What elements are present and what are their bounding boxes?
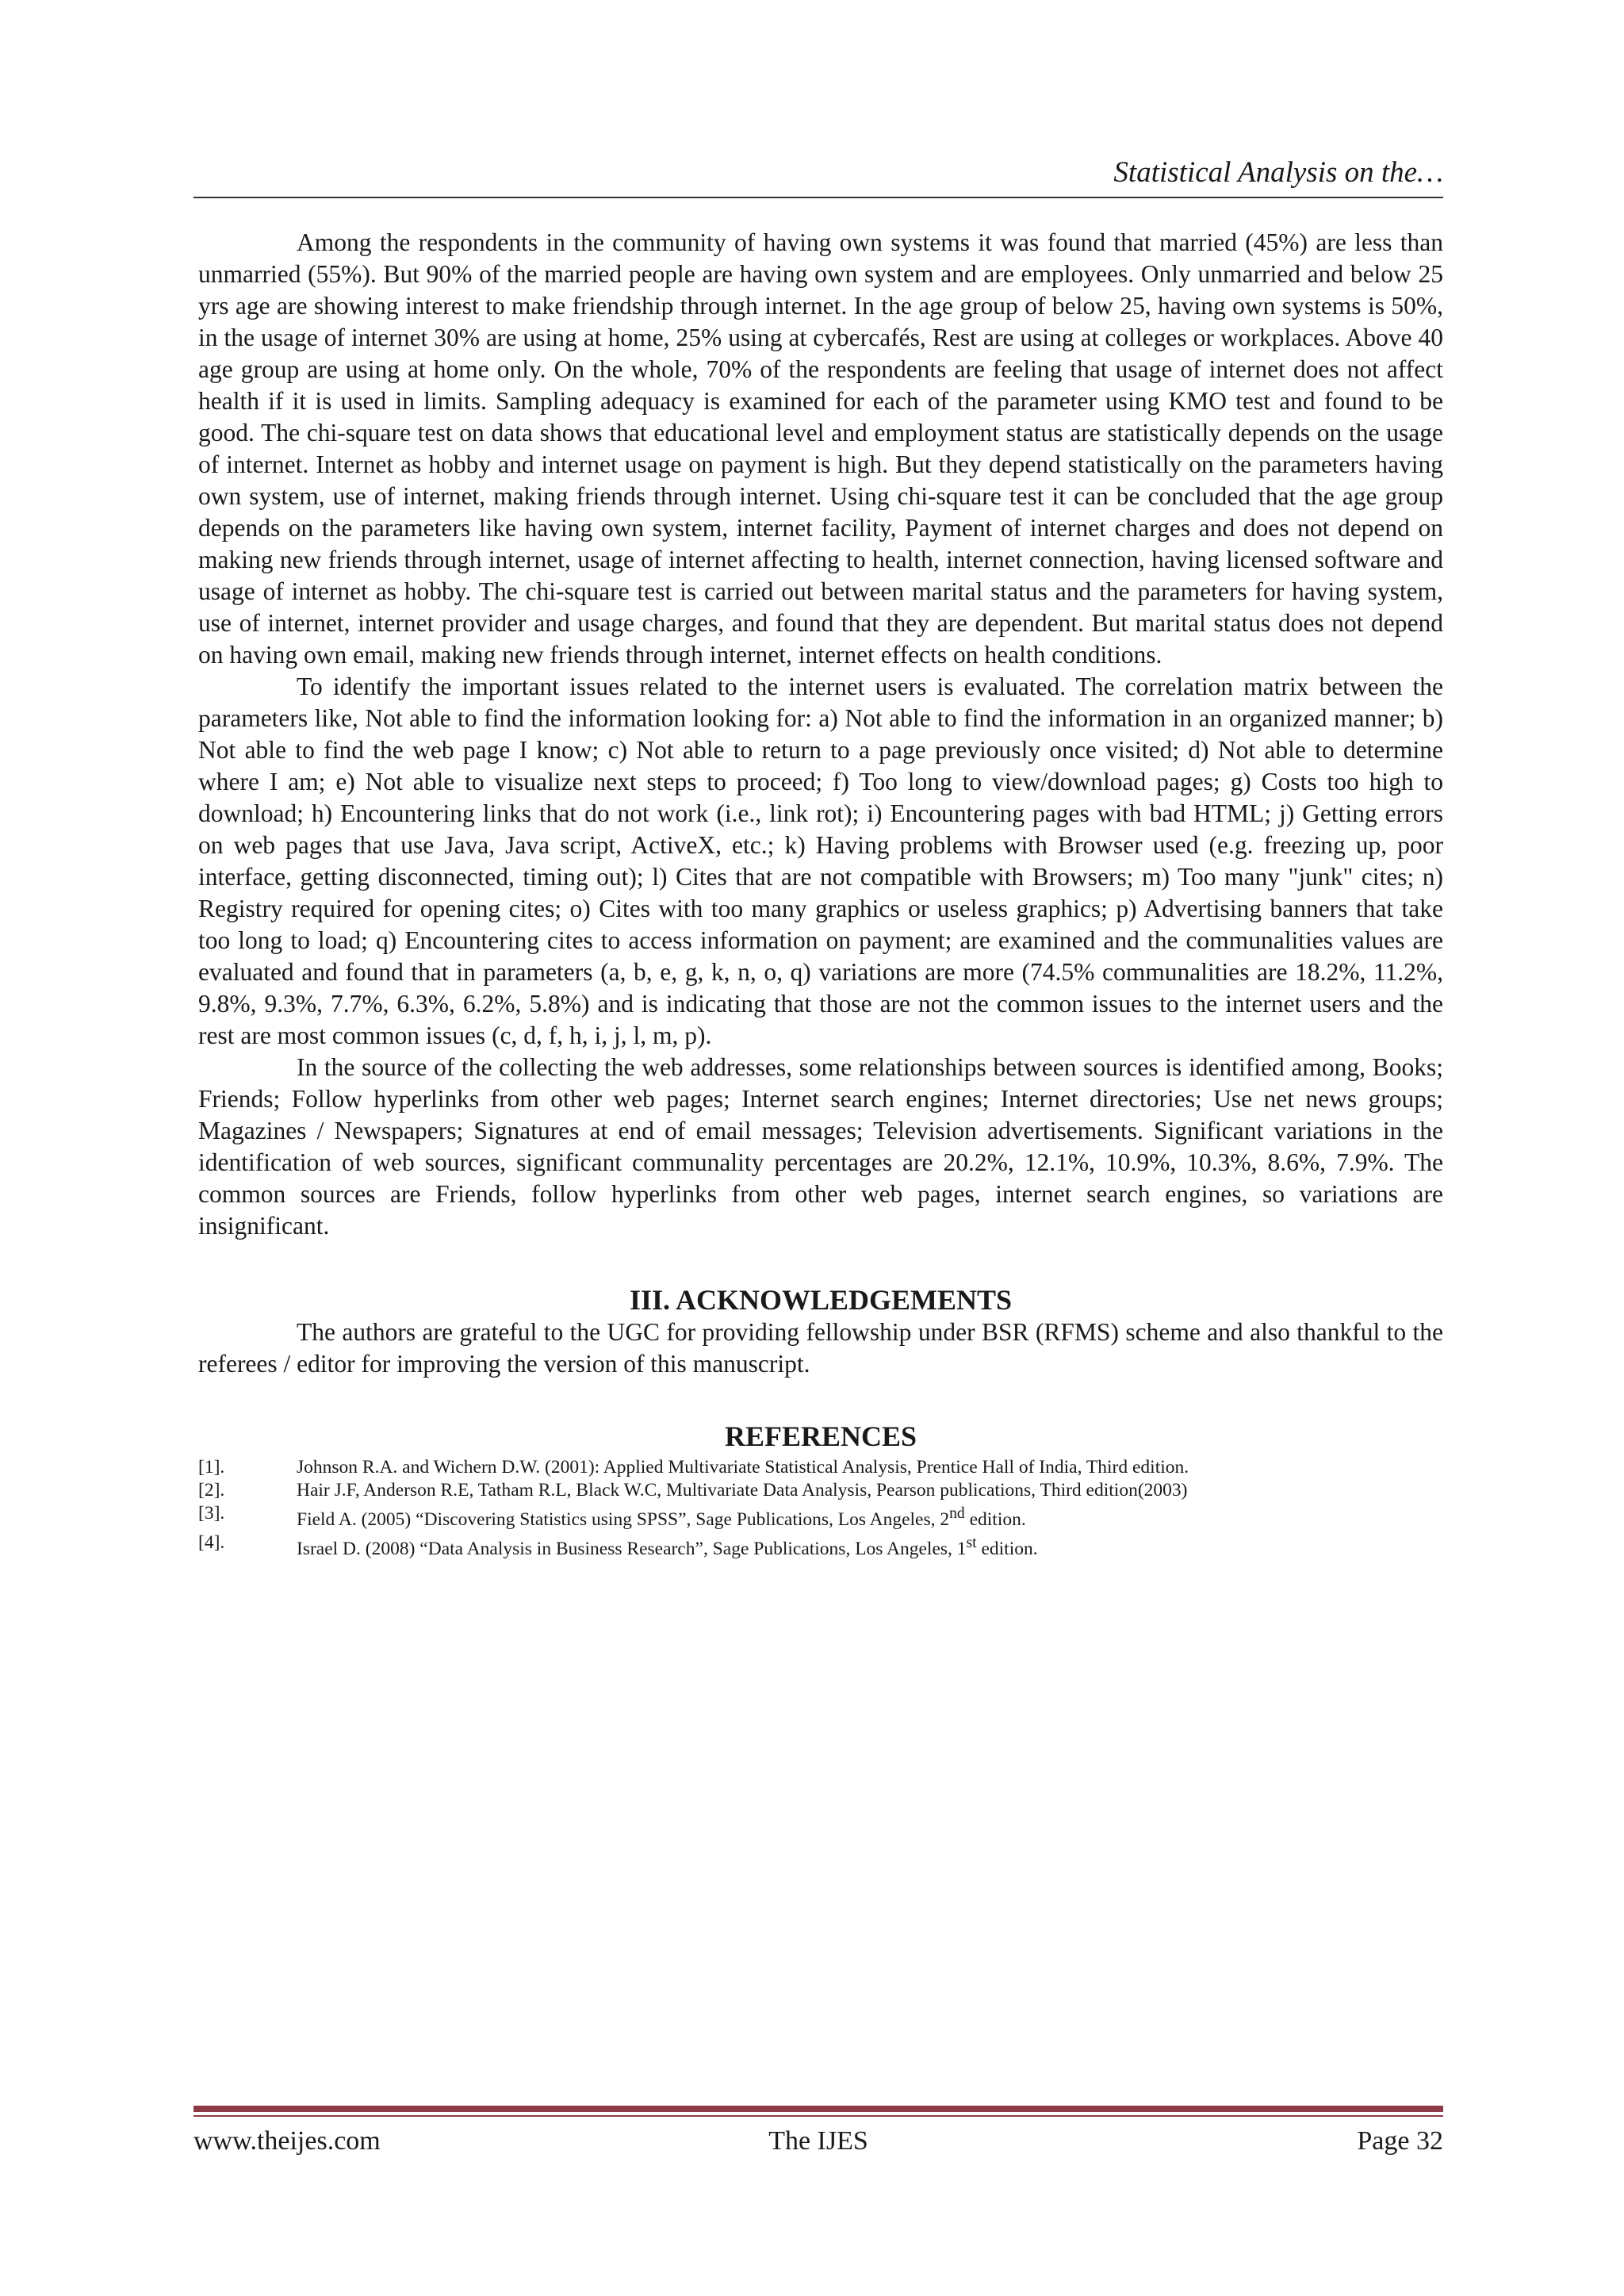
reference-number: [4]. xyxy=(198,1531,225,1553)
reference-superscript: st xyxy=(966,1534,977,1551)
reference-text-main: Field A. (2005) “Discovering Statistics using SPSS”, Sage Publications, Los Angeles, 2 xyxy=(297,1508,950,1530)
reference-text: Johnson R.A. and Wichern D.W. (2001): Applied Multivariate Statistical Analysis, Prentice Hall of India, Third edition. xyxy=(297,1457,1189,1478)
main-body xyxy=(198,227,1443,1561)
body-paragraph-2: To identify the important issues related to the internet users is evaluated. The correlation matrix between the parameters like, Not able to find the information looking for: a) Not able to find the information in an organized manner; b) Not able to find the web page I know; c) Not able to return to a page previously once visited; d) Not able to determine where I am; e) Not able to visualize next steps to proceed; f) Too long to view/download pages; g) Costs too high to download; h) Encountering links that do not work (i.e., link rot); i) Encountering pages with bad HTML; j) Getting errors on web pages that use Java, Java script, ActiveX, etc.; k) Having problems with Browser used (e.g. freezing up, poor interface, getting disconnected, timing out); l) Cites that are not compatible with Browsers; m) Too many "junk" cites; n) Registry required for opening cites; o) Cites with too many graphics or useless graphics; p) Advertising banners that take too long to load; q) Encountering cites to access information on payment; are examined and the communalities values are evaluated and found that in parameters (a, b, e, g, k, n, o, q) variations are more (74.5% communalities are 18.2%, 11.2%, 9.8%, 9.3%, 7.7%, 6.3%, 6.2%, 5.8%) and is indicating that those are not the common issues to the internet users and the rest are most common issues (c, d, f, h, i, j, l, m, p). xyxy=(198,673,1443,1049)
footer-rule-thick xyxy=(193,2106,1443,2112)
acknowledgements-paragraph: The authors are grateful to the UGC for providing fellowship under BSR (RFMS) scheme and also thankful to the referees / editor for improving the version of this manuscript. xyxy=(198,1318,1443,1378)
reference-number: [1]. xyxy=(198,1457,225,1478)
reference-number: [2]. xyxy=(198,1480,225,1501)
reference-item-2 xyxy=(198,1479,1443,1502)
reference-item-1 xyxy=(198,1456,1443,1479)
reference-item-4 xyxy=(198,1531,1443,1561)
footer-rule-thin xyxy=(193,2115,1443,2117)
reference-list xyxy=(198,1456,1443,1561)
reference-text xyxy=(297,1502,1443,1531)
reference-text-tail: edition. xyxy=(964,1508,1026,1530)
reference-number: [3]. xyxy=(198,1503,225,1524)
footer-journal-name: The IJES xyxy=(768,2126,868,2156)
reference-text xyxy=(297,1531,1443,1561)
acknowledgements-heading: III. ACKNOWLEDGEMENTS xyxy=(629,1284,1013,1316)
reference-text-tail: edition. xyxy=(976,1538,1038,1559)
running-header-title: Statistical Analysis on the… xyxy=(1113,156,1443,189)
page-footer xyxy=(193,2124,1443,2159)
body-paragraph-3: In the source of the collecting the web addresses, some relationships between sources is identified among, Books; Friends; Follow hyperlinks from other web pages; Internet search engines; Internet directories; Use net news groups; Magazines / Newspapers; Signatures at end of email messages; Television advertisements. Significant variations in the identification of web sources, significant communality percentages are 20.2%, 12.1%, 10.9%, 10.3%, 8.6%, 7.9%. The common sources are Friends, follow hyperlinks from other web pages, internet search engines, so variations are insignificant. xyxy=(198,1053,1443,1240)
footer-website: www.theijes.com xyxy=(193,2126,381,2156)
reference-superscript: nd xyxy=(949,1505,965,1522)
reference-text: Hair J.F, Anderson R.E, Tatham R.L, Black W.C, Multivariate Data Analysis, Pearson publications, Third edition(2003) xyxy=(297,1480,1188,1501)
reference-text-main: Israel D. (2008) “Data Analysis in Business Research”, Sage Publications, Los Angeles, 1 xyxy=(297,1538,967,1559)
body-paragraph-1: Among the respondents in the community of having own systems it was found that married (45%) are less than unmarried (55%). But 90% of the married people are having own system and are employees. Only unmarried and below 25 yrs age are showing interest to make friendship through internet. In the age group of below 25, having own systems is 50%, in the usage of internet 30% are using at home, 25% using at cybercafés, Rest are using at colleges or workplaces. Above 40 age group are using at home only. On the whole, 70% of the respondents are feeling that usage of internet does not affect health if it is used in limits. Sampling adequacy is examined for each of the parameter using KMO test and found to be good. The chi-square test on data shows that educational level and employment status are statistically depends on the usage of internet. Internet as hobby and internet usage on payment is high. But they depend statistically on the parameters having own system, use of internet, making friends through internet. Using chi-square test it can be concluded that the age group depends on the parameters like having own system, internet facility, Payment of internet charges and does not depend on making new friends through internet, usage of internet affecting to health, internet connection, having licensed software and usage of internet as hobby. The chi-square test is carried out between marital status and the parameters for having system, use of internet, internet provider and usage charges, and found that they are dependent. But marital status does not depend on having own email, making new friends through internet, internet effects on health conditions. xyxy=(198,228,1443,669)
references-heading: REFERENCES xyxy=(724,1420,917,1452)
reference-item-3 xyxy=(198,1502,1443,1531)
footer-page-number: Page 32 xyxy=(1357,2126,1443,2156)
header-rule xyxy=(193,197,1443,198)
